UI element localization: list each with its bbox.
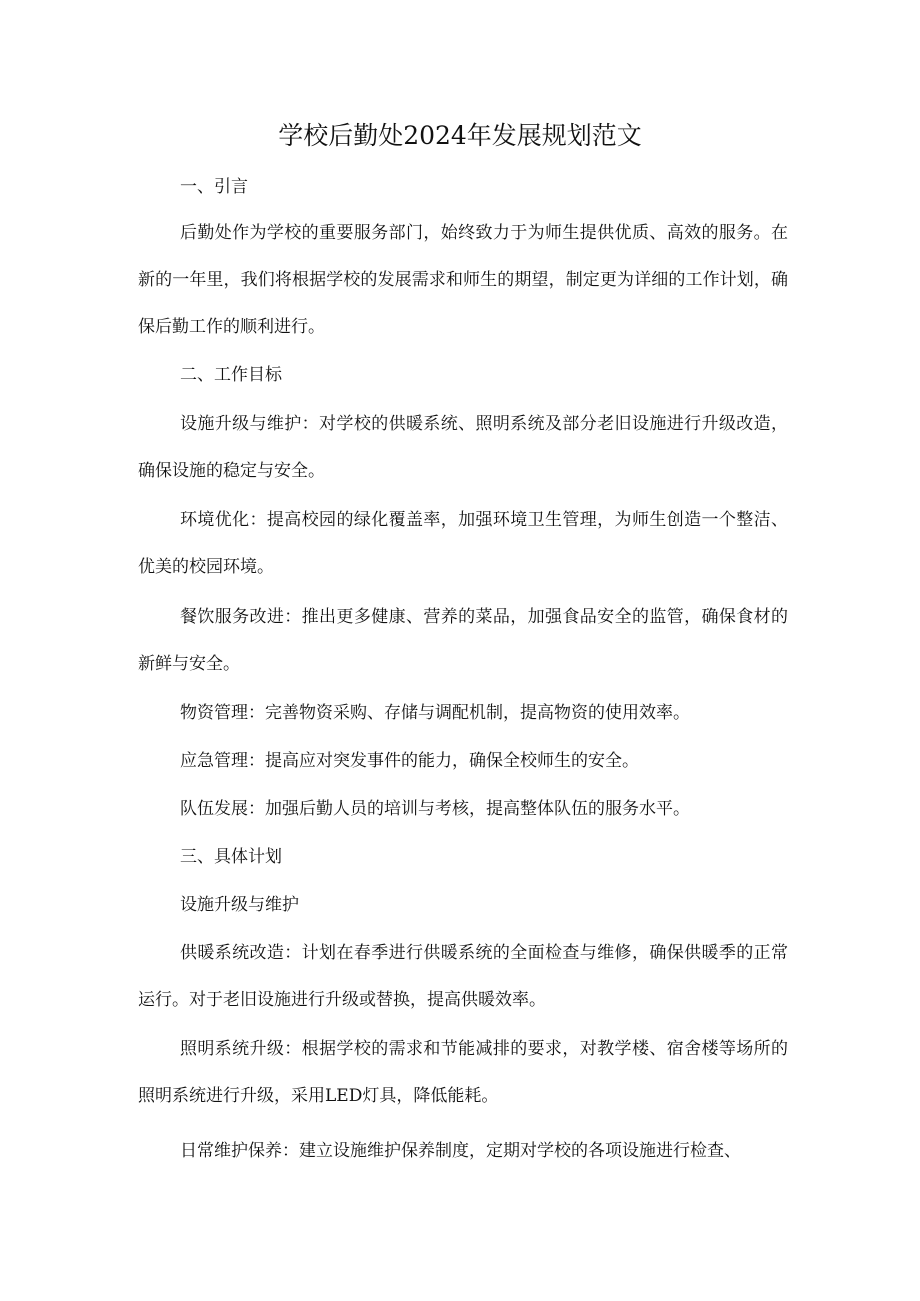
- paragraph-facility-goal: 设施升级与维护：对学校的供暖系统、照明系统及部分老旧设施进行升级改造，确保设施的稳定与安全。: [138, 414, 788, 481]
- section-heading-plan: 三、具体计划: [180, 847, 282, 867]
- paragraph-intro: 后勤处作为学校的重要服务部门，始终致力于为师生提供优质、高效的服务。在新的一年里，我们将根据学校的发展需求和师生的期望，制定更为详细的工作计划，确保后勤工作的顺利进行。: [138, 223, 788, 337]
- paragraph-team-goal: 队伍发展：加强后勤人员的培训与考核，提高整体队伍的服务水平。: [180, 799, 690, 819]
- section-heading-intro: 一、引言: [180, 177, 248, 197]
- paragraph-heating: 供暖系统改造：计划在春季进行供暖系统的全面检查与维修，确保供暖季的正常运行。对于老旧设施进行升级或替换，提高供暖效率。: [138, 943, 788, 1010]
- section-heading-goals: 二、工作目标: [180, 365, 282, 385]
- paragraph-emergency-goal: 应急管理：提高应对突发事件的能力，确保全校师生的安全。: [180, 751, 639, 771]
- subheading-facility: 设施升级与维护: [180, 895, 299, 915]
- paragraph-maintenance: 日常维护保养：建立设施维护保养制度，定期对学校的各项设施进行检查、: [180, 1141, 741, 1161]
- document-title: 学校后勤处2024年发展规划范文: [278, 121, 642, 150]
- paragraph-material-goal: 物资管理：完善物资采购、存储与调配机制，提高物资的使用效率。: [180, 703, 690, 723]
- paragraph-lighting: 照明系统升级：根据学校的需求和节能减排的要求，对教学楼、宿舍楼等场所的照明系统进行升级，采用LED灯具，降低能耗。: [138, 1039, 788, 1106]
- paragraph-environment-goal: 环境优化：提高校园的绿化覆盖率，加强环境卫生管理，为师生创造一个整洁、优美的校园环境。: [138, 510, 788, 577]
- paragraph-catering-goal: 餐饮服务改进：推出更多健康、营养的菜品，加强食品安全的监管，确保食材的新鲜与安全。: [138, 607, 788, 674]
